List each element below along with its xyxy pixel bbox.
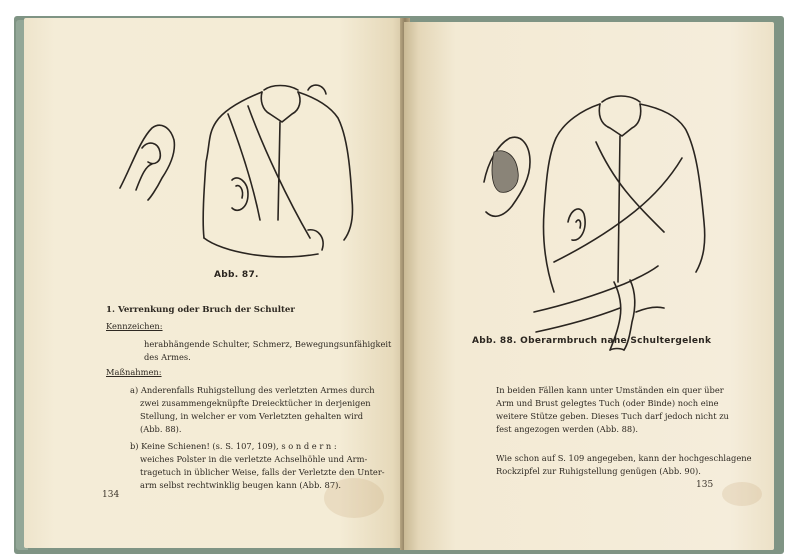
page-number-left: 134	[102, 490, 120, 500]
item-b-line: arm selbst rechtwinklig beugen kann (Abb. 87).	[140, 480, 341, 490]
paragraph-1-line: Arm und Brust gelegtes Tuch (oder Binde) noch eine	[496, 398, 719, 408]
illustration-abb-87	[112, 70, 382, 268]
kennzeichen-text-line: des Armes.	[144, 352, 191, 362]
paragraph-2-line: Wie schon auf S. 109 angegeben, kann der hochgeschlagene	[496, 453, 752, 463]
section-heading: 1. Verrenkung oder Bruch der Schulter	[106, 305, 295, 315]
right-page	[404, 22, 774, 550]
item-a-line: (Abb. 88).	[140, 424, 182, 434]
kennzeichen-label: Kennzeichen:	[106, 321, 163, 331]
kennzeichen-text-line: herabhängende Schulter, Schmerz, Bewegungsunfähigkeit	[144, 339, 392, 349]
paragraph-1-line: In beiden Fällen kann unter Umständen ein quer über	[496, 385, 724, 395]
item-a-line: zwei zusammengeknüpfte Dreiecktücher in derjenigen	[140, 398, 371, 408]
item-a-line: Stellung, in welcher er vom Verletzten gehalten wird	[140, 411, 364, 421]
paragraph-1-line: weitere Stütze geben. Dieses Tuch darf jedoch nicht zu	[496, 411, 729, 421]
page-number-right: 135	[696, 480, 714, 490]
figure-caption-88: Abb. 88. Oberarmbruch nahe Schultergelenk	[472, 336, 712, 346]
item-a-line: a) Anderenfalls Ruhigstellung des verletzten Armes durch	[130, 385, 375, 395]
paragraph-1-line: fest angezogen werden (Abb. 88).	[496, 424, 639, 434]
illustration-abb-88	[464, 82, 734, 352]
figure-caption-87: Abb. 87.	[214, 270, 259, 280]
paragraph-2-line: Rockzipfel zur Ruhigstellung genügen (Abb. 90).	[496, 466, 701, 476]
left-page	[24, 18, 408, 548]
item-b-line: b) Keine Schienen! (s. S. 107, 109), s o n d e r n :	[130, 441, 337, 451]
item-b-line: weiches Polster in die verletzte Achselhöhle und Arm-	[140, 454, 368, 464]
item-b-line: tragetuch in üblicher Weise, falls der Verletzte den Unter-	[140, 467, 385, 477]
massnahmen-label: Maßnahmen:	[106, 367, 162, 377]
page-stain	[722, 482, 762, 506]
